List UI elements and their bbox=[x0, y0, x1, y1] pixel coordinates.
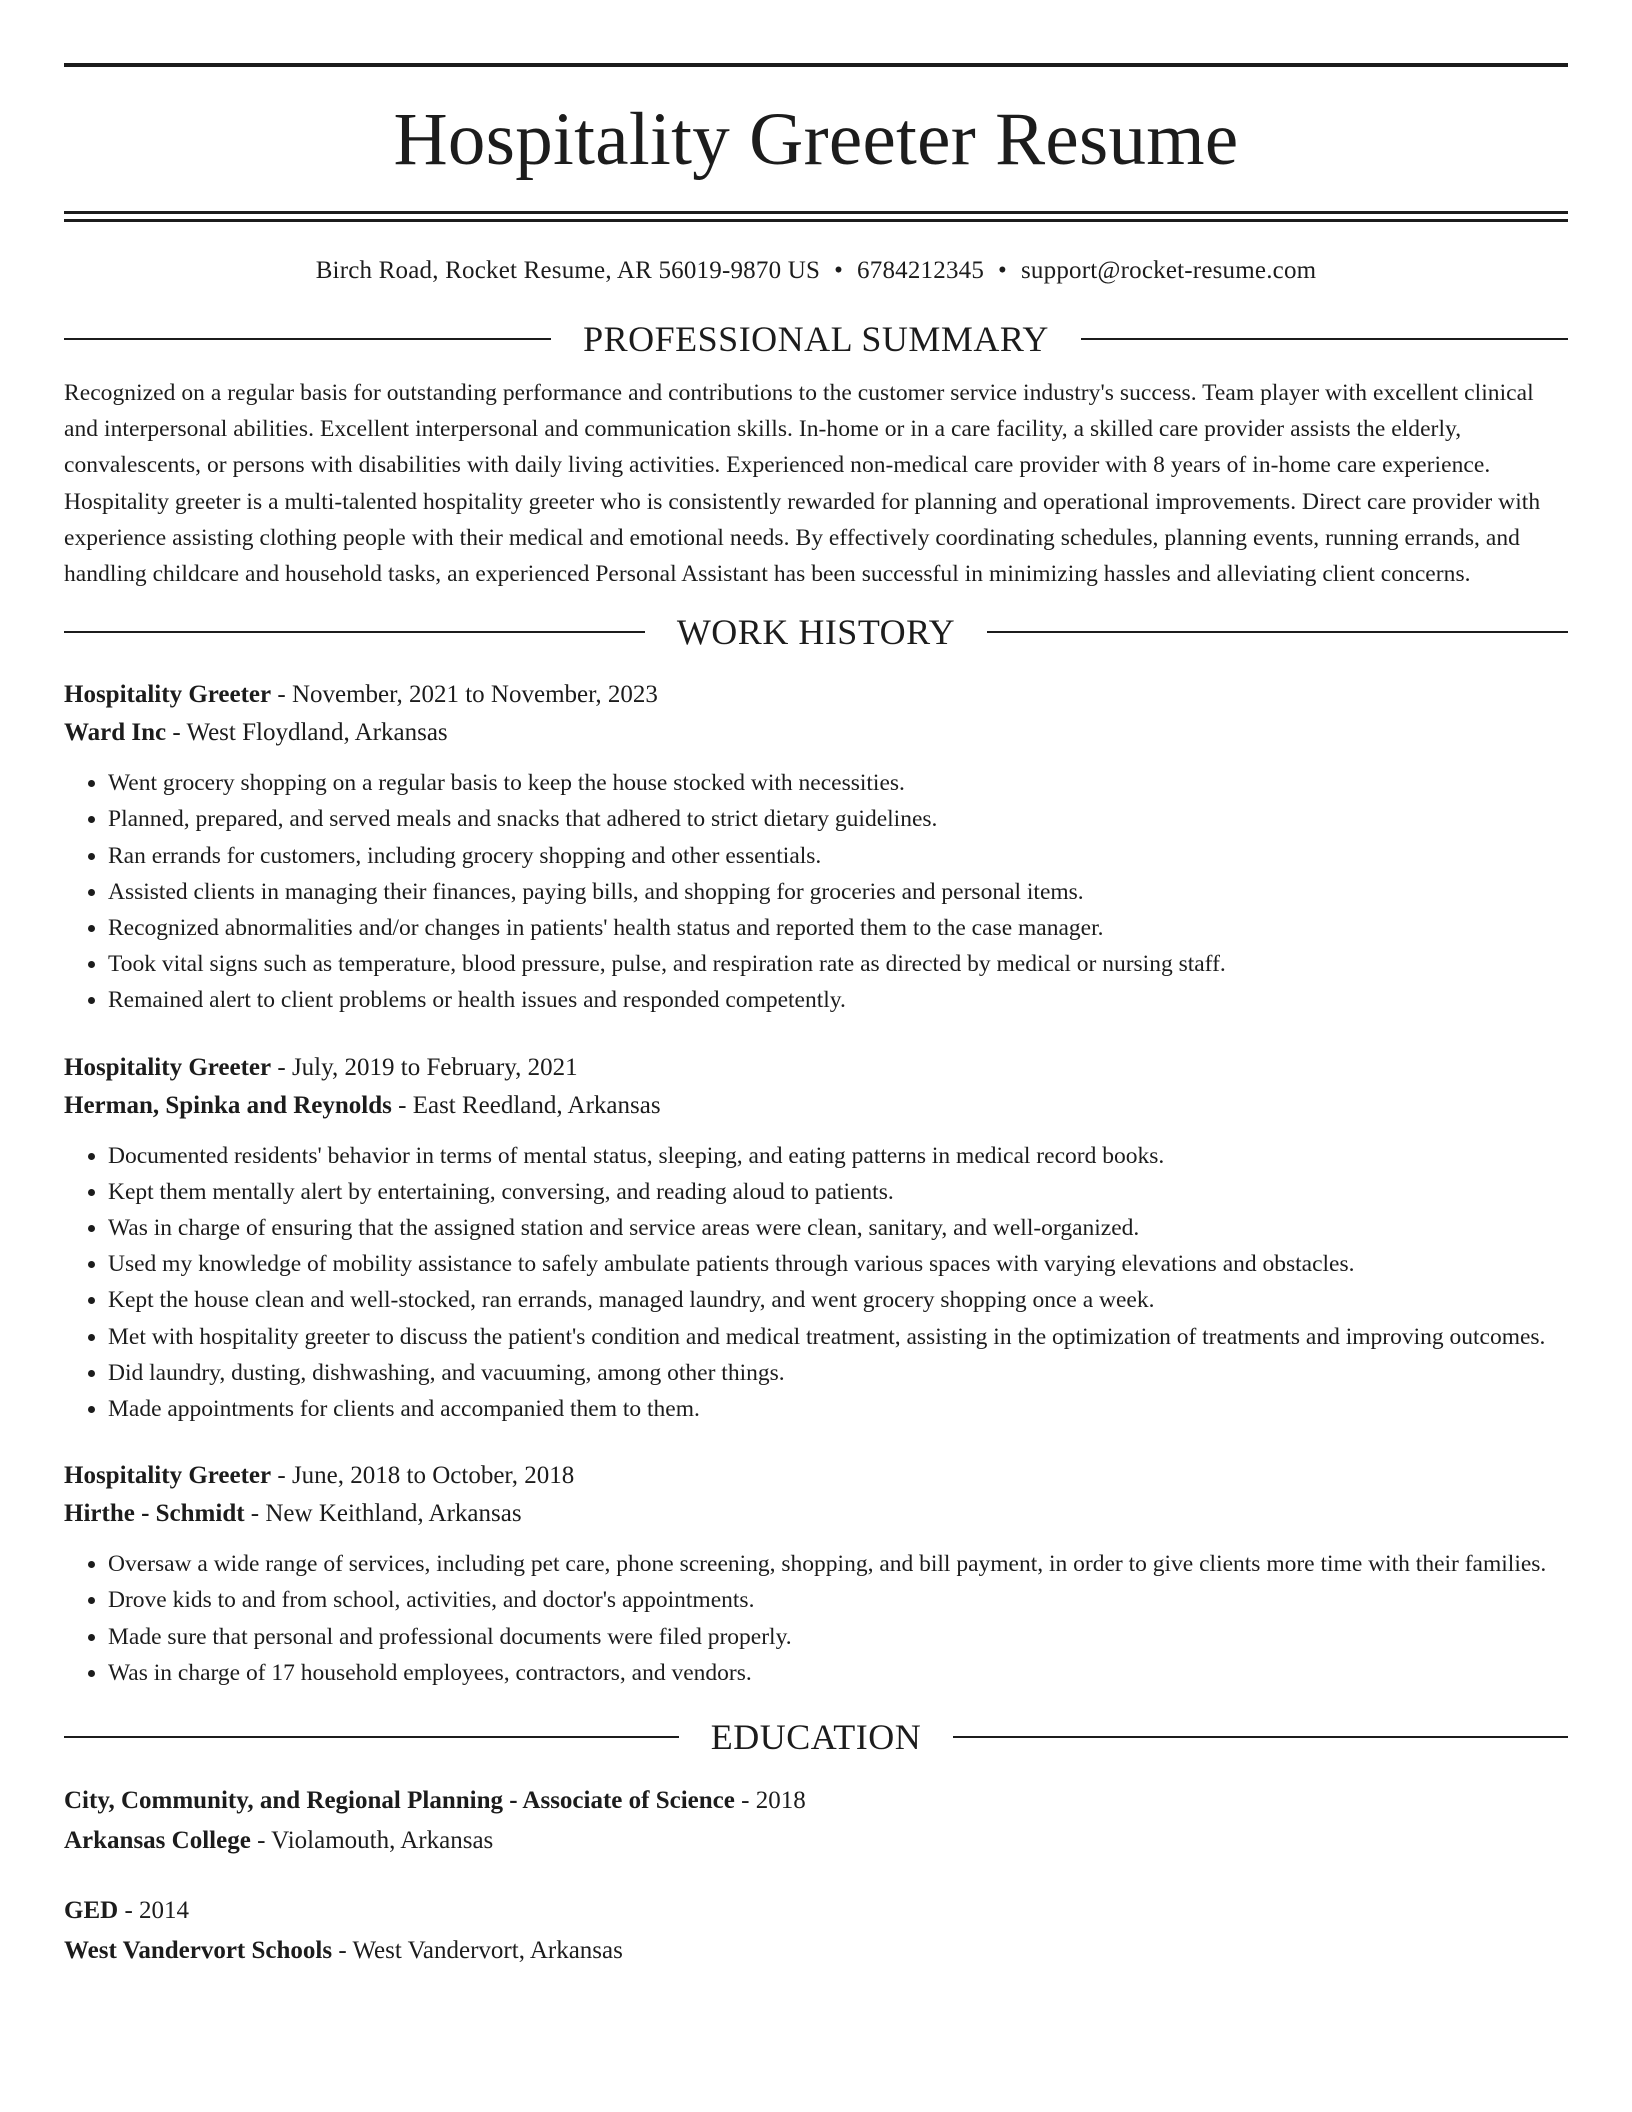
divider-line bbox=[1081, 338, 1568, 340]
job-dates: - July, 2019 to February, 2021 bbox=[271, 1053, 578, 1081]
list-item: • Made sure that personal and professional documents were filed properly. bbox=[108, 1619, 1568, 1655]
job-title-line bbox=[64, 1049, 1568, 1087]
job-bullets bbox=[64, 765, 1568, 1018]
contact-separator: • bbox=[834, 257, 844, 284]
list-item: • Drove kids to and from school, activities, and doctor's appointments. bbox=[108, 1582, 1568, 1618]
job-bullets bbox=[64, 1138, 1568, 1428]
job-company: Herman, Spinka and Reynolds bbox=[64, 1091, 392, 1119]
job-company-line bbox=[64, 714, 1568, 752]
list-item: • Made appointments for clients and accompanied them to them. bbox=[108, 1391, 1568, 1427]
list-item: • Recognized abnormalities and/or changes in patients' health status and reported them to the case manager. bbox=[108, 910, 1568, 946]
page-title: Hospitality Greeter Resume bbox=[393, 98, 1239, 181]
education-location: - Violamouth, Arkansas bbox=[250, 1827, 494, 1855]
education-year: - 2018 bbox=[734, 1787, 806, 1815]
education-school: Arkansas College bbox=[64, 1827, 251, 1855]
education-location: - West Vandervort, Arkansas bbox=[332, 1937, 623, 1965]
education-school-line bbox=[64, 1931, 1568, 1971]
list-item: • Planned, prepared, and served meals and snacks that adhered to strict dietary guidelines. bbox=[108, 801, 1568, 837]
section-title: WORK HISTORY bbox=[676, 612, 956, 653]
job-bullets bbox=[64, 1546, 1568, 1691]
divider-line bbox=[64, 631, 645, 633]
job-company: Hirthe - Schmidt bbox=[64, 1500, 245, 1528]
summary-paragraph: Recognized on a regular basis for outstanding performance and contributions to the customer service industry's success. Team player with excellent clinical and interpersonal abilities. Excellent interpersonal and communication skills. In-home or in a care facility, a skilled care provider assists the elderly, convalescents, or persons with disabilities with daily living activities. Experienced non-medical care provider with 8 years of in-home care experience. Hospitality greeter is a multi-talented hospitality greeter who is consistently rewarded for planning and operational improvements. Direct care provider with experience assisting clothing people with their medical and emotional needs. By effectively coordinating schedules, planning events, running errands, and handling childcare and household tasks, an experienced Personal Assistant has been successful in minimizing hassles and alleviating client concerns. bbox=[64, 380, 1541, 588]
list-item: • Ran errands for customers, including grocery shopping and other essentials. bbox=[108, 838, 1568, 874]
list-item: • Took vital signs such as temperature, blood pressure, pulse, and respiration rate as directed by medical or nursing staff. bbox=[108, 946, 1568, 982]
list-item: • Assisted clients in managing their finances, paying bills, and shopping for groceries and personal items. bbox=[108, 874, 1568, 910]
list-item: • Remained alert to client problems or health issues and responded competently. bbox=[108, 982, 1568, 1018]
job-entry bbox=[64, 1457, 1568, 1691]
education-entry bbox=[64, 1891, 1568, 1971]
education-year: - 2014 bbox=[118, 1897, 190, 1925]
job-dates: - November, 2021 to November, 2023 bbox=[271, 681, 658, 709]
list-item: • Was in charge of 17 household employees, contractors, and vendors. bbox=[108, 1655, 1568, 1691]
divider-line bbox=[987, 631, 1568, 633]
list-item: • Kept them mentally alert by entertaining, conversing, and reading aloud to patients. bbox=[108, 1174, 1568, 1210]
job-dates: - June, 2018 to October, 2018 bbox=[271, 1462, 575, 1490]
job-title: Hospitality Greeter bbox=[64, 681, 272, 709]
divider-line bbox=[64, 338, 551, 340]
job-location: - New Keithland, Arkansas bbox=[244, 1500, 522, 1528]
job-company: Ward Inc bbox=[64, 719, 167, 747]
education-entry bbox=[64, 1781, 1568, 1861]
job-title-line bbox=[64, 1457, 1568, 1495]
title-double-rule bbox=[64, 211, 1568, 222]
job-company-line bbox=[64, 1495, 1568, 1533]
education-school: West Vandervort Schools bbox=[64, 1937, 333, 1965]
contact-phone: 6784212345 bbox=[857, 257, 985, 284]
list-item: • Went grocery shopping on a regular basis to keep the house stocked with necessities. bbox=[108, 765, 1568, 801]
top-rule bbox=[64, 63, 1568, 67]
resume-page bbox=[64, 0, 1568, 1971]
education-school-line bbox=[64, 1821, 1568, 1861]
list-item: • Used my knowledge of mobility assistance to safely ambulate patients through various spaces with varying elevations and obstacles. bbox=[108, 1246, 1568, 1282]
list-item: • Did laundry, dusting, dishwashing, and vacuuming, among other things. bbox=[108, 1355, 1568, 1391]
contact-address: Birch Road, Rocket Resume, AR 56019-9870 US bbox=[315, 257, 821, 284]
job-title-line bbox=[64, 676, 1568, 714]
contact-separator: • bbox=[998, 257, 1007, 284]
list-item: • Met with hospitality greeter to discuss the patient's condition and medical treatment, assisting in the optimization of treatments and improving outcomes. bbox=[108, 1319, 1568, 1355]
contact-email: support@rocket-resume.com bbox=[1021, 257, 1317, 284]
section-title: EDUCATION bbox=[710, 1717, 922, 1758]
work-history-list bbox=[64, 676, 1568, 1691]
job-entry bbox=[64, 676, 1568, 1018]
education-degree: City, Community, and Regional Planning - Associate of Science bbox=[64, 1787, 735, 1815]
contact-line bbox=[64, 255, 1568, 287]
list-item: • Was in charge of ensuring that the assigned station and service areas were clean, sanitary, and well-organized. bbox=[108, 1210, 1568, 1246]
job-title: Hospitality Greeter bbox=[64, 1462, 272, 1490]
divider-line bbox=[953, 1736, 1568, 1738]
education-degree-line bbox=[64, 1891, 1568, 1931]
list-item: • Documented residents' behavior in terms of mental status, sleeping, and eating patterns in medical record books. bbox=[108, 1138, 1568, 1174]
section-title: PROFESSIONAL SUMMARY bbox=[583, 319, 1049, 359]
job-title: Hospitality Greeter bbox=[64, 1053, 272, 1081]
education-degree: GED bbox=[64, 1897, 119, 1925]
job-location: - West Floydland, Arkansas bbox=[166, 719, 448, 747]
job-location: - East Reedland, Arkansas bbox=[391, 1091, 661, 1119]
job-entry bbox=[64, 1049, 1568, 1428]
education-degree-line bbox=[64, 1781, 1568, 1821]
section-header-summary bbox=[64, 317, 1568, 361]
divider-line bbox=[64, 1736, 679, 1738]
section-header-education bbox=[64, 1715, 1568, 1759]
list-item: • Oversaw a wide range of services, including pet care, phone screening, shopping, and bill payment, in order to give clients more time with their families. bbox=[108, 1546, 1568, 1582]
section-header-work-history bbox=[64, 610, 1568, 654]
job-company-line bbox=[64, 1087, 1568, 1125]
list-item: • Kept the house clean and well-stocked, ran errands, managed laundry, and went grocery shopping once a week. bbox=[108, 1282, 1568, 1318]
education-list bbox=[64, 1781, 1568, 1971]
